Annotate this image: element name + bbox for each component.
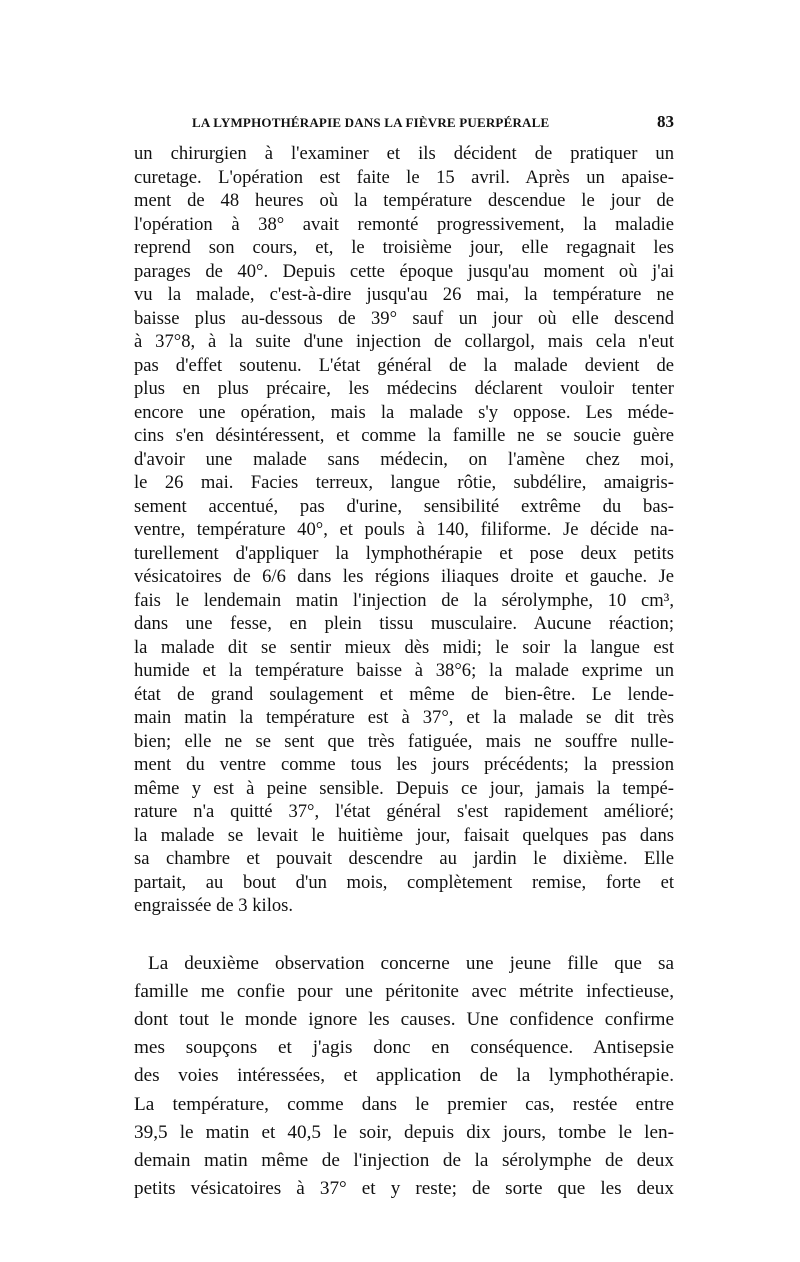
text-line: mes soupçons et j'agis donc en conséquence. Antisepsie xyxy=(134,1037,674,1059)
text-line: d'avoir une malade sans médecin, on l'amène chez moi, xyxy=(134,448,674,470)
text-line: à 37°8, à la suite d'une injection de collargol, mais cela n'eut xyxy=(134,331,674,352)
text-line: La deuxième observation concerne une jeune fille que sa xyxy=(148,952,674,974)
text-line: vésicatoires de 6/6 dans les régions iliaques droite et gauche. Je xyxy=(134,566,674,587)
text-line: sement accentué, pas d'urine, sensibilité extrême du bas- xyxy=(134,495,674,517)
text-line: demain matin même de l'injection de la sérolymphe de deux xyxy=(134,1149,674,1171)
text-line: état de grand soulagement et même de bien-être. Le lende- xyxy=(134,683,674,705)
text-line: engraissée de 3 kilos. xyxy=(134,895,294,916)
text-line: rature n'a quitté 37°, l'état général s'est rapidement amélioré; xyxy=(134,801,674,822)
text-line: pas d'effet soutenu. L'état général de la malade devient de xyxy=(134,354,674,376)
text-line: fais le lendemain matin l'injection de la sérolymphe, 10 cm³, xyxy=(134,589,674,611)
text-line: vu la malade, c'est-à-dire jusqu'au 26 mai, la température ne xyxy=(134,284,674,305)
text-line: le 26 mai. Facies terreux, langue rôtie, subdélire, amaigris- xyxy=(134,472,674,493)
paragraph-2 xyxy=(134,950,674,1204)
text-line: ment du ventre comme tous les jours précédents; la pression xyxy=(134,754,674,775)
text-line: partait, au bout d'un mois, complètement remise, forte et xyxy=(134,871,674,893)
text-line: bien; elle ne se sent que très fatiguée, mais ne souffre nulle- xyxy=(134,730,674,752)
text-line: un chirurgien à l'examiner et ils décident de pratiquer un xyxy=(134,143,674,164)
text-line: même y est à peine sensible. Depuis ce jour, jamais la tempé- xyxy=(134,777,674,799)
text-line: turellement d'appliquer la lymphothérapie et pose deux petits xyxy=(134,542,674,564)
text-line: parages de 40°. Depuis cette époque jusqu'au moment où j'ai xyxy=(134,260,674,282)
text-line: la malade se levait le huitième jour, faisait quelques pas dans xyxy=(134,824,674,846)
text-line: plus en plus précaire, les médecins déclarent vouloir tenter xyxy=(134,378,674,399)
text-line: ventre, température 40°, et pouls à 140, filiforme. Je décide na- xyxy=(134,519,674,540)
text-line: La température, comme dans le premier cas, restée entre xyxy=(134,1093,674,1115)
running-title: LA LYMPHOTHÉRAPIE DANS LA FIÈVRE PUERPÉRALE xyxy=(192,115,550,130)
paragraph-1 xyxy=(134,142,674,918)
page-number: 83 xyxy=(657,112,674,131)
text-line: humide et la température baisse à 38°6; la malade exprime un xyxy=(134,660,674,681)
text-line: 39,5 le matin et 40,5 le soir, depuis dix jours, tombe le len- xyxy=(134,1121,674,1143)
text-line: la malade dit se sentir mieux dès midi; le soir la langue est xyxy=(134,636,674,658)
text-line: des voies intéressées, et application de la lymphothérapie. xyxy=(134,1065,674,1087)
text-line: curetage. L'opération est faite le 15 avril. Après un apaise- xyxy=(134,166,674,188)
text-line: dans une fesse, en plein tissu musculaire. Aucune réaction; xyxy=(134,613,674,634)
text-line: ment de 48 heures où la température descendue le jour de xyxy=(134,190,674,211)
text-line: reprend son cours, et, le troisième jour, elle regagnait les xyxy=(134,237,674,258)
text-line: famille me confie pour une péritonite avec métrite infectieuse, xyxy=(134,980,674,1002)
book-page xyxy=(134,112,674,1203)
running-head xyxy=(134,112,674,132)
text-line: l'opération à 38° avait remonté progressivement, la maladie xyxy=(134,213,674,235)
text-line: sa chambre et pouvait descendre au jardin le dixième. Elle xyxy=(134,848,674,869)
text-line: cins s'en désintéressent, et comme la famille ne se soucie guère xyxy=(134,425,674,446)
text-line: petits vésicatoires à 37° et y reste; de sorte que les deux xyxy=(134,1178,674,1200)
text-line: baisse plus au-dessous de 39° sauf un jour où elle descend xyxy=(134,307,674,329)
text-line: dont tout le monde ignore les causes. Une confidence confirme xyxy=(134,1008,674,1030)
text-line: encore une opération, mais la malade s'y oppose. Les méde- xyxy=(134,401,674,423)
text-line: main matin la température est à 37°, et la malade se dit très xyxy=(134,707,674,728)
